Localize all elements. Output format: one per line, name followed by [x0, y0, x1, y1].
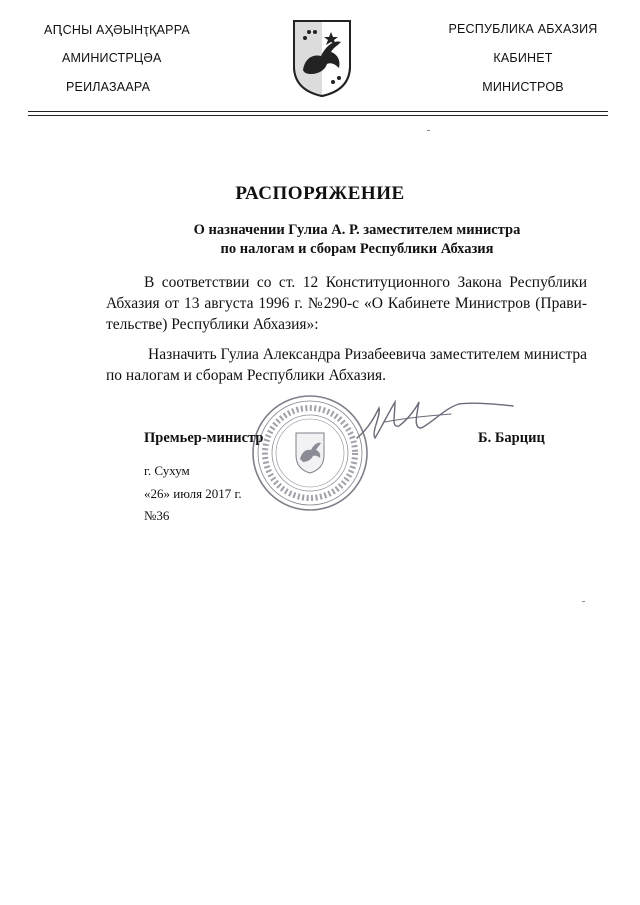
scan-speck	[582, 601, 585, 602]
header-divider-top	[28, 111, 608, 112]
paragraph-2	[106, 344, 587, 386]
paragraph-1	[106, 272, 587, 335]
subtitle-line-1: О назначении Гулиа А. Р. заместителем министра	[193, 222, 521, 238]
header-right-line-1: РЕСПУБЛИКА АБХАЗИЯ	[448, 22, 598, 36]
header-divider-bottom	[28, 115, 608, 116]
date: «26» июля 2017 г.	[144, 486, 242, 501]
paragraph-1-line-3: тельстве) Республики Абхазия»:	[106, 316, 319, 333]
header-left-line-1: АԤСНЫ АҲӘЫНҭҚАРРА	[44, 23, 190, 37]
signatory-name: Б. Барциц	[478, 430, 545, 446]
place: г. Сухум	[144, 463, 190, 478]
paragraph-1-line-1: В соответствии со ст. 12 Конституционного Закона Республики	[144, 274, 587, 291]
paragraph-1-line-2: Абхазия от 13 августа 1996 г. №290-с «О Кабинете Министров (Прави-	[106, 295, 587, 312]
signatory-title: Премьер-министр	[144, 430, 264, 446]
header-left-line-3: РЕИЛАЗААРА	[66, 80, 151, 94]
document-title: РАСПОРЯЖЕНИЕ	[235, 183, 405, 204]
subtitle-line-2: по налогам и сборам Республики Абхазия	[220, 241, 494, 257]
scan-speck	[427, 130, 430, 131]
paragraph-2-line-2: по налогам и сборам Республики Абхазия.	[106, 367, 387, 384]
header-right-line-3: МИНИСТРОВ	[482, 80, 564, 94]
document-number: №36	[144, 508, 170, 523]
coat-of-arms-icon	[291, 18, 353, 98]
header-right-line-2: КАБИНЕТ	[493, 51, 553, 65]
header-left-line-2: АМИНИСТРЦӘА	[62, 51, 162, 65]
paragraph-2-line-1: Назначить Гулиа Александра Ризабеевича заместителем министра	[148, 346, 588, 363]
official-seal-icon	[250, 393, 370, 513]
